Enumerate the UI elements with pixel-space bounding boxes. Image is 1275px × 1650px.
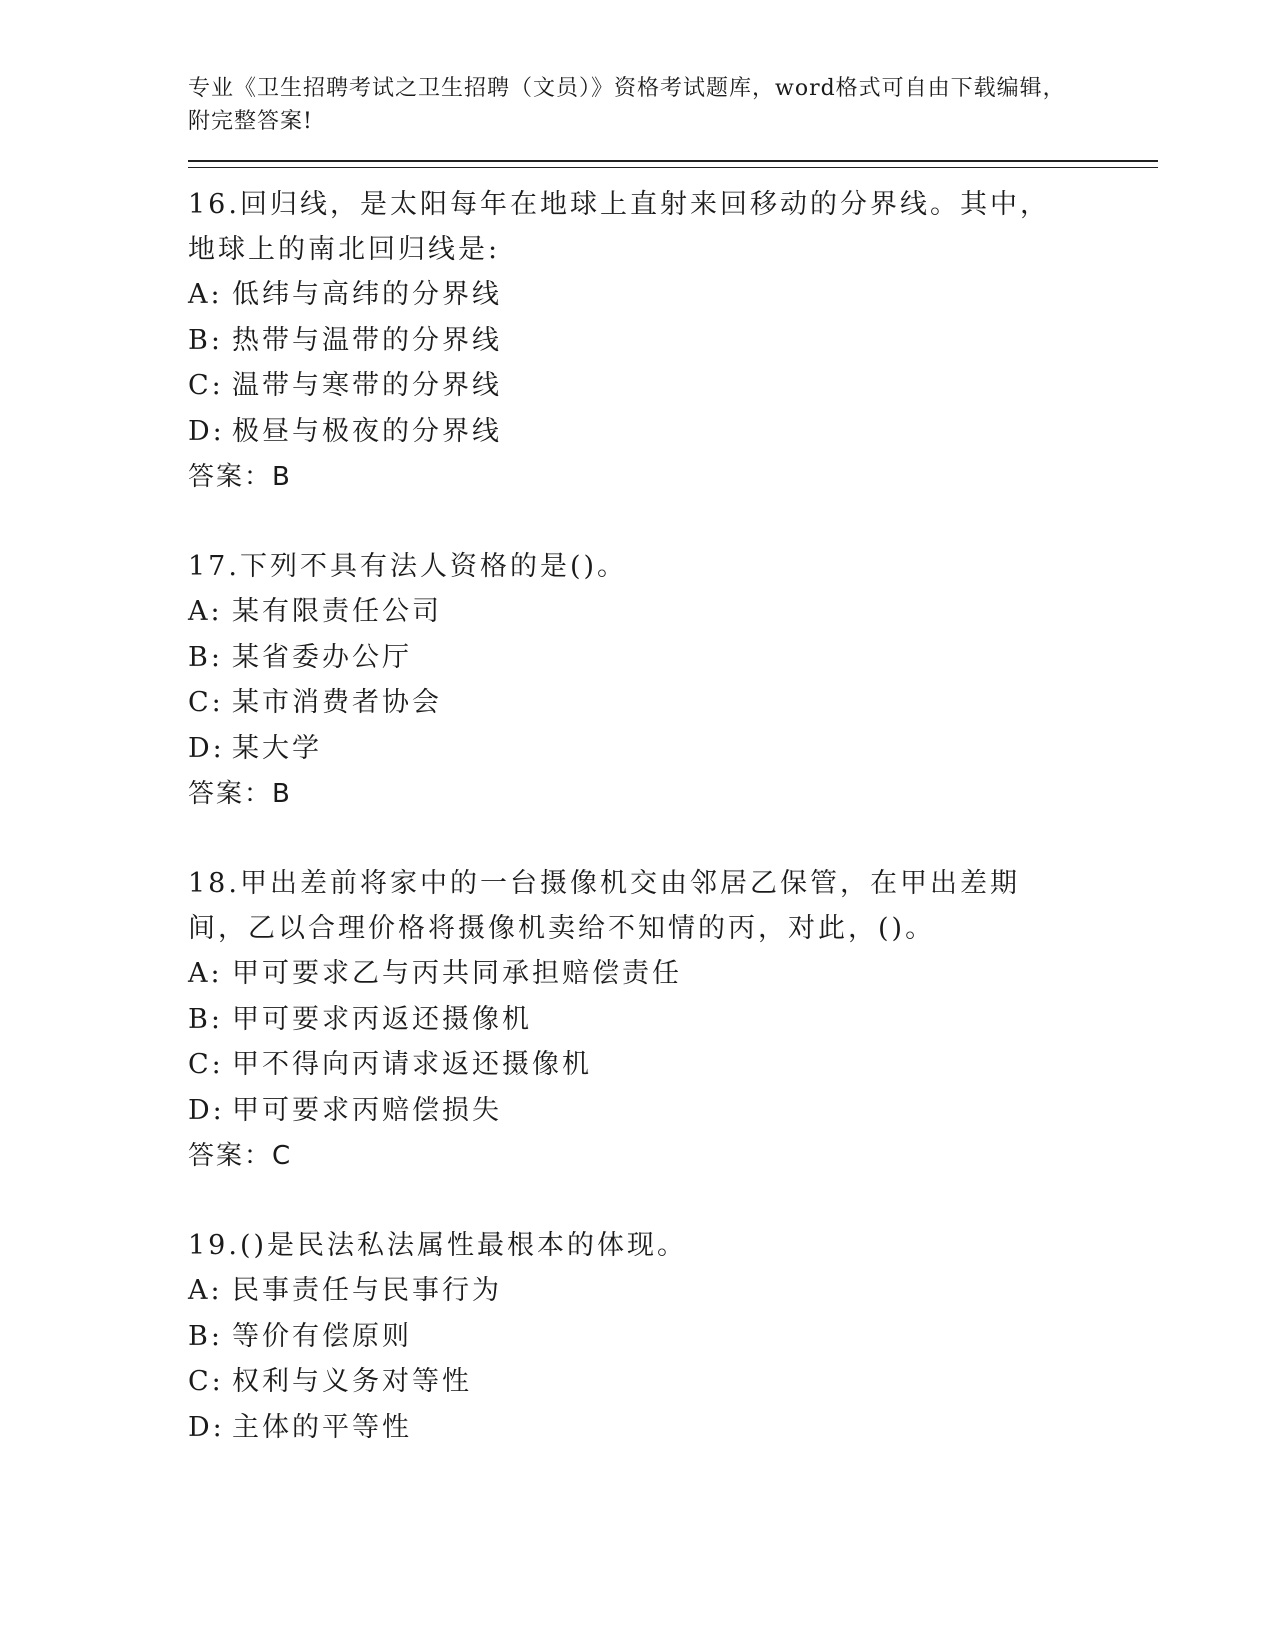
question-stem: 18.甲出差前将家中的一台摄像机交由邻居乙保管，在甲出差期间，乙以合理价格将摄像机卖给不知情的丙，对此，()。	[188, 868, 1020, 944]
option-text: 某省委办公厅	[232, 641, 412, 673]
option-c	[188, 1042, 1148, 1088]
question-stem: 19.()是民法私法属性最根本的体现。	[188, 1230, 688, 1261]
option-b	[188, 318, 1148, 364]
option-text: 权利与义务对等性	[232, 1366, 472, 1397]
option-text: 某有限责任公司	[232, 596, 442, 627]
question-16	[188, 182, 1148, 500]
option-c	[188, 1359, 1148, 1405]
answer-line: 答案：B	[188, 779, 292, 809]
option-letter: C:	[188, 687, 224, 718]
option-letter: D:	[188, 415, 225, 447]
option-text: 某市消费者协会	[232, 687, 442, 718]
option-text: 甲可要求丙返还摄像机	[232, 1003, 532, 1035]
option-letter: B:	[188, 1320, 223, 1352]
option-letter: A:	[188, 1275, 223, 1306]
option-letter: D:	[188, 1411, 225, 1443]
option-list	[188, 589, 1148, 771]
option-letter: B:	[188, 324, 223, 356]
option-d	[188, 409, 1148, 455]
option-letter: D:	[188, 732, 225, 764]
document-intro: 专业《卫生招聘考试之卫生招聘（文员）》资格考试题库，word格式可自由下载编辑，附完整答案!	[188, 76, 1066, 134]
option-letter: C:	[188, 1366, 224, 1397]
option-list	[188, 272, 1148, 454]
option-d	[188, 726, 1148, 772]
option-c	[188, 680, 1148, 726]
option-letter: A:	[188, 279, 223, 310]
option-text: 甲可要求乙与丙共同承担赔偿责任	[232, 958, 682, 989]
option-text: 甲不得向丙请求返还摄像机	[232, 1049, 592, 1080]
option-a	[188, 1268, 1148, 1314]
option-letter: A:	[188, 596, 223, 627]
answer-line: 答案：C	[188, 1141, 293, 1171]
option-b	[188, 635, 1148, 681]
question-stem: 16.回归线，是太阳每年在地球上直射来回移动的分界线。其中，地球上的南北回归线是:	[188, 189, 1050, 265]
option-text: 某大学	[232, 732, 322, 764]
option-list	[188, 1268, 1148, 1450]
option-a	[188, 951, 1148, 997]
option-text: 极昼与极夜的分界线	[232, 415, 502, 447]
question-17	[188, 544, 1148, 817]
option-text: 主体的平等性	[232, 1411, 412, 1443]
option-letter: D:	[188, 1094, 225, 1126]
option-b	[188, 997, 1148, 1043]
question-19	[188, 1223, 1148, 1450]
option-a	[188, 589, 1148, 635]
option-text: 等价有偿原则	[232, 1320, 412, 1352]
header-divider	[188, 160, 1158, 168]
option-letter: C:	[188, 1049, 224, 1080]
option-text: 低纬与高纬的分界线	[232, 279, 502, 310]
option-c	[188, 363, 1148, 409]
option-letter: A:	[188, 958, 223, 989]
option-text: 温带与寒带的分界线	[232, 370, 502, 401]
option-letter: B:	[188, 1003, 223, 1035]
question-stem: 17.下列不具有法人资格的是()。	[188, 551, 628, 582]
option-text: 热带与温带的分界线	[232, 324, 502, 356]
option-d	[188, 1088, 1148, 1134]
option-list	[188, 951, 1148, 1133]
option-letter: B:	[188, 641, 223, 673]
option-letter: C:	[188, 370, 224, 401]
option-d	[188, 1405, 1148, 1451]
answer-line: 答案：B	[188, 462, 292, 492]
document-page	[188, 72, 1148, 1450]
option-a	[188, 272, 1148, 318]
option-b	[188, 1314, 1148, 1360]
option-text: 民事责任与民事行为	[232, 1275, 502, 1306]
option-text: 甲可要求丙赔偿损失	[232, 1094, 502, 1126]
question-18	[188, 861, 1148, 1179]
